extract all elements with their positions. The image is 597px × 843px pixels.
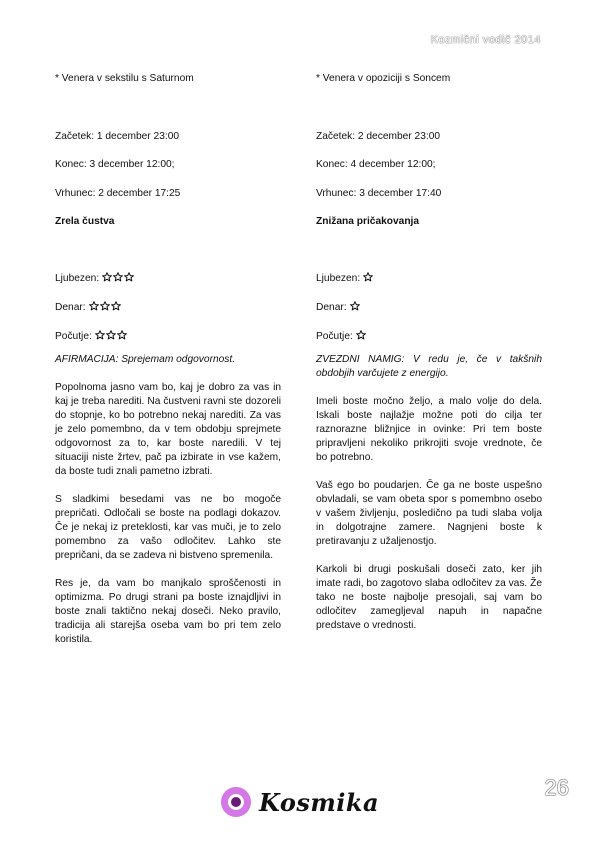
left-love-stars <box>101 272 134 286</box>
right-start-time: Začetek: 2 december 23:00 <box>316 131 441 142</box>
left-mood-label: Počutje: <box>55 331 92 342</box>
star-icon <box>113 272 123 282</box>
right-love-row <box>316 272 542 286</box>
right-star-tip: ZVEZDNI NAMIG: V redu je, če v takšnih obdobjih varčujete z energijo. <box>316 354 542 379</box>
running-header: Kozmični vodič 2014 <box>430 34 541 46</box>
left-paragraph-1: Popolnoma jasno vam bo, kaj je dobro za vas in kaj je treba narediti. Na čustveni ravni ste dozoreli do stopnje, ko bo potrebno nekaj narediti. Za vas je zelo pomembno, da v tem obdobju sprejmete odgovornost za to, kar boste naredili. V tej situaciji niste žrtev, pač pa izbirate in vse kažem, da boste tudi znali pametno izbrati. <box>55 382 281 477</box>
logo-eye-pupil <box>231 797 241 807</box>
left-love-row <box>55 272 281 286</box>
left-affirmation: AFIRMACIJA: Sprejemam odgovornost. <box>55 354 236 365</box>
left-money-stars <box>88 301 121 315</box>
left-start-time: Začetek: 1 december 23:00 <box>55 131 180 142</box>
logo-eye-icon <box>221 787 251 817</box>
left-money-row <box>55 301 281 315</box>
right-column <box>316 72 542 633</box>
right-paragraph-2: Vaš ego bo poudarjen. Če ga ne boste uspešno obvladali, se vam obeta spor s pomembno osebo v vašem življenju, posledično pa tudi slaba volja in dolgotrajne zamere. Nagnjeni boste k pretiravanju z užaljenostjo. <box>316 480 542 547</box>
left-mood-row <box>55 330 281 344</box>
star-icon <box>100 301 110 311</box>
right-peak-time: Vrhunec: 3 december 17:40 <box>316 188 442 199</box>
right-money-label: Denar: <box>316 302 347 313</box>
right-aspect-heading: * Venera v opoziciji s Soncem <box>316 73 451 84</box>
left-money-label: Denar: <box>55 302 86 313</box>
star-icon <box>106 330 116 340</box>
logo-wordmark: Kosmika <box>259 787 380 817</box>
right-paragraph-1: Imeli boste močno željo, a malo volje do dela. Iskali boste najlažje možne poti do cilja ter raznorazne bližnjice in ovinke: Pri tem boste pripravljeni nekoliko prikrojiti svoje vrednote, če bo potrebno. <box>316 396 542 463</box>
page-number: 26 <box>544 775 569 800</box>
left-aspect-heading: * Venera v sekstilu s Saturnom <box>55 73 194 84</box>
star-icon <box>350 301 360 311</box>
star-icon <box>95 330 105 340</box>
star-icon <box>124 272 134 282</box>
left-paragraph-3: Res je, da vam bo manjkalo sproščenosti in optimizma. Po drugi strani pa boste iznajdljivi in boste znali taktično nekaj doseči. Neko pravilo, tradicija ali starejša oseba vam bo pri tem zelo koristila. <box>55 578 281 645</box>
right-mood-row <box>316 330 542 344</box>
right-mood-stars <box>355 330 366 344</box>
left-end-time: Konec: 3 december 12:00; <box>55 159 175 170</box>
right-money-row <box>316 301 542 315</box>
left-peak-time: Vrhunec: 2 december 17:25 <box>55 188 181 199</box>
star-icon <box>102 272 112 282</box>
left-mood-stars <box>94 330 127 344</box>
star-icon <box>356 330 366 340</box>
right-title: Znižana pričakovanja <box>316 216 420 227</box>
star-icon <box>89 301 99 311</box>
star-icon <box>111 301 121 311</box>
left-love-label: Ljubezen: <box>55 273 100 284</box>
right-end-time: Konec: 4 december 12:00; <box>316 159 436 170</box>
kosmika-logo <box>221 786 379 818</box>
right-love-stars <box>362 272 373 286</box>
left-column <box>55 72 281 647</box>
left-paragraph-2: S sladkimi besedami vas ne bo mogoče prepričati. Odločali se boste na podlagi dokazov. Če je nekaj iz preteklosti, kar vas muči, je to zelo pomembno za vašo odločitev. Lahko ste prepričani, da se zadeva ni bistveno spremenila. <box>55 494 281 561</box>
right-love-label: Ljubezen: <box>316 273 361 284</box>
right-money-stars <box>349 301 360 315</box>
star-icon <box>117 330 127 340</box>
right-mood-label: Počutje: <box>316 331 353 342</box>
right-paragraph-3: Karkoli bi drugi poskušali doseči zato, ker jih imate radi, bo zagotovo slaba odločitev za vas. Že tako ne boste najbolje presojali, saj vam bo odločitev zamegljeval napuh in napačne predstave o vrednosti. <box>316 564 542 631</box>
left-title: Zrela čustva <box>55 216 115 227</box>
star-icon <box>363 272 373 282</box>
